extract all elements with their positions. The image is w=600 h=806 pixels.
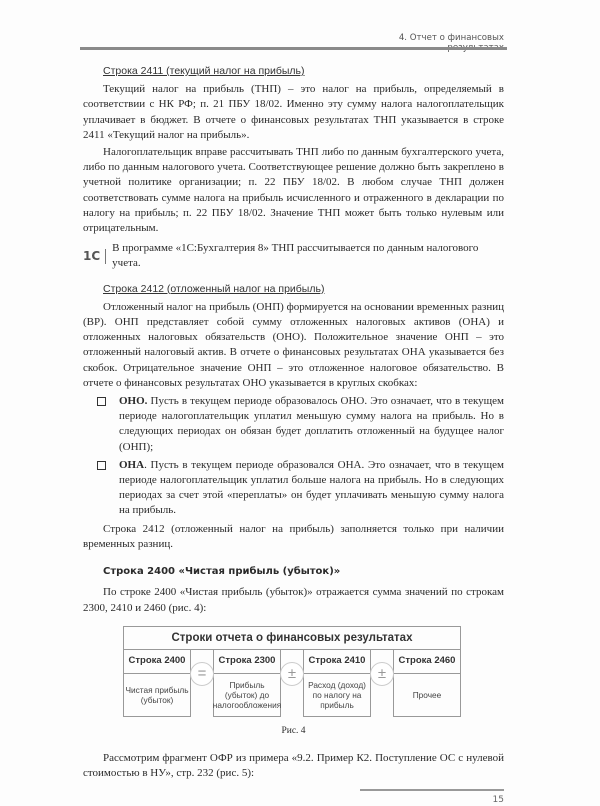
diagram-cell-2300 [213,649,281,717]
1c-logo-icon: 1С [83,249,106,264]
heading-2412: Строка 2412 (отложенный налог на прибыль) [103,282,325,295]
cell-head: Строка 2300 [214,649,280,674]
bullet-term: ОНА [119,458,145,471]
figure-caption: Рис. 4 [281,725,306,736]
plus-minus-icon: ± [280,662,304,686]
para-2411-1: Текущий налог на прибыль (ТНП) – это налог на прибыль, определяемый в соответствии с НК РФ; п. 21 ПБУ 18/02. Именно эту сумму налога налогоплательщик уплачивает в бюджет. В отчете о финансовых результатах ТНП указывается в строке 2411 «Текущий налог на прибыль». [83,83,504,141]
cell-body: Прибыль (убыток) до налогообложения [212,679,282,710]
cell-head: Строка 2460 [394,649,460,674]
page-footer [83,789,504,806]
checkbox-bullet-icon [97,397,106,406]
section-2411 [83,64,504,272]
section-2400 [83,564,504,616]
list-item [83,458,504,519]
cell-body: Чистая прибыль (убыток) [125,684,189,705]
para-2412-1: Отложенный налог на прибыль (ОНП) формируется на основании временных разниц (ВР). ОНП представляет собой сумму отложенных налоговых активов (ОНА) и отложенных налоговых обязательств (ОНО). Положительное значение ОНП – это отложенный налоговый актив. В отчете о финансовых результатах ОНА указывается без скобок. Отрицательное значение ОНП – это отложенное налоговое обязательство. В отчете о финансовых результатах ОНО указывается в круглых скобках: [83,300,504,389]
plus-minus-icon: ± [370,662,394,686]
heading-2400: Строка 2400 «Чистая прибыль (убыток)» [103,566,341,578]
page-number: 15 [492,795,504,806]
cell-body: Прочее [412,689,442,700]
bullet-term: ОНО. [119,395,148,408]
figure-4-diagram [123,626,461,718]
section-2412 [83,282,504,552]
para-2411-2: Налогоплательщик вправе рассчитывать ТНП либо по данным бухгалтерского учета, либо по данным налогового учета. Соответствующее решение должно быть закреплено в учетной политике организации; п. 22 ПБУ 18/02. В любом случае ТНП должен соответствовать сумме налога на прибыль исчисленного и отраженного в декларации по налогу на прибыль; п. 22 ПБУ 18/02. Значение ТНП может быть только нулевым или отрицательным. [83,146,504,235]
header-rule [80,47,507,50]
diagram-title: Строки отчета о финансовых результатах [123,626,461,650]
list-item [83,394,504,455]
footer-rule [360,789,504,791]
para-2412-2: Строка 2412 (отложенный налог на прибыль) заполняется только при наличии временных разниц. [83,522,504,550]
diagram-cell-2400 [123,649,191,717]
diagram-cell-2460 [393,649,461,717]
cell-body: Расход (доход) по налогу на прибыль [308,679,366,710]
heading-2411: Строка 2411 (текущий налог на прибыль) [103,65,305,77]
para-2400: По строке 2400 «Чистая прибыль (убыток)» отражается сумма значений по строкам 2300, 2410 и 2460 (рис. 4): [83,586,504,614]
diagram-cell-2410 [303,649,371,717]
checkbox-bullet-icon [97,461,106,470]
cell-head: Строка 2400 [124,649,190,674]
main-content [83,64,504,781]
bullet-list [83,394,504,519]
equals-icon: = [190,662,214,686]
running-header: 4. Отчет о финансовых [398,33,504,43]
bullet-text: Пусть в текущем периоде образовалось ОНО. Это означает, что в текущем периоде налогоплательщик уплатил меньшую сумму налога на прибыль. Но в следующих периодах он обязан будет доплатить отложенный на будущее налог (ОНП); [119,395,504,453]
1c-note-text: В программе «1С:Бухгалтерия 8» ТНП рассчитывается по данным налогового учета. [112,242,479,270]
bullet-text: . Пусть в текущем периоде образовался ОНА. Это означает, что в текущем периоде налогоплательщик уплатил больше налога на прибыль. Но в следующих периодах за счет этой «переплаты» он будет уплачивать меньшую сумму налога на прибыль. [119,458,504,517]
para-closing: Рассмотрим фрагмент ОФР из примера «9.2. Пример К2. Поступление ОС с нулевой стоимостью в НУ», стр. 232 (рис. 5): [83,751,504,780]
1c-note [83,241,504,271]
closing-paragraph [83,751,504,781]
cell-head: Строка 2410 [304,649,370,674]
page-body [83,64,504,806]
